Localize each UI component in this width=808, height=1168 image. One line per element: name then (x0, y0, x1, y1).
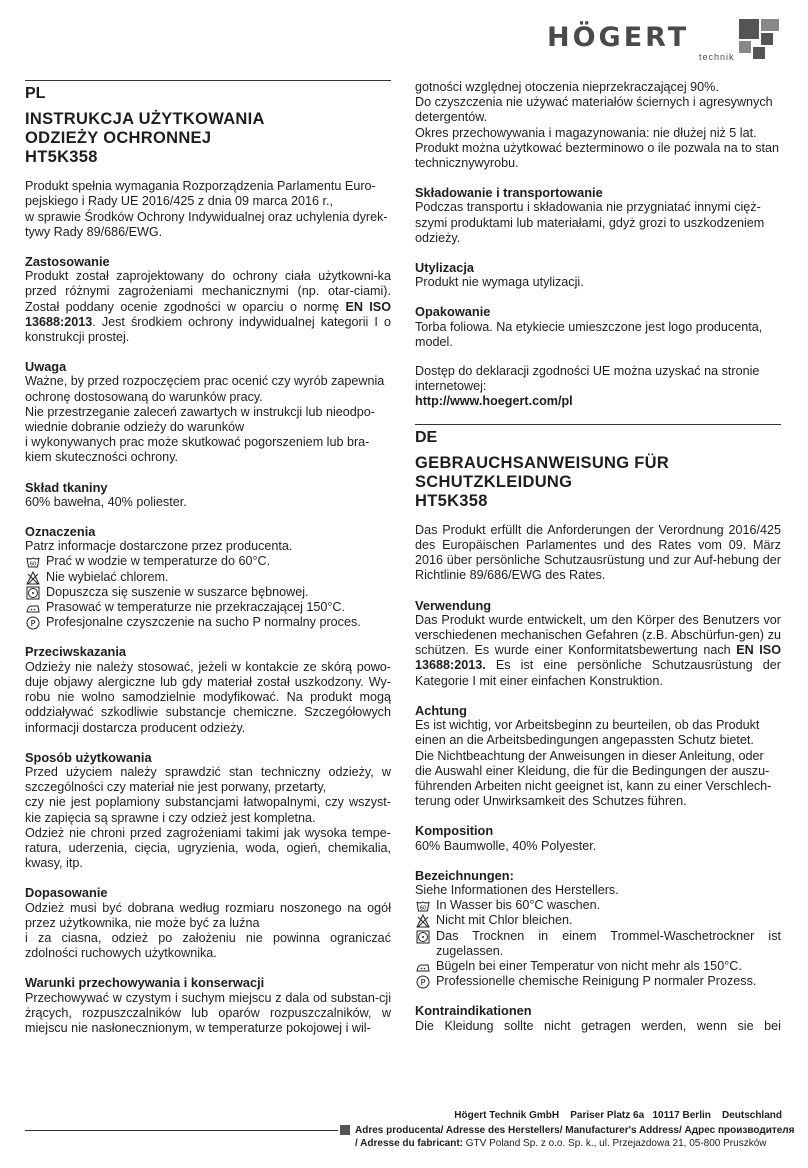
section-heading: Kontraindikationen (415, 1003, 532, 1019)
logo-subtitle: technik (699, 52, 735, 62)
de-intro: Das Produkt erfüllt die Anforderungen der Verordnung 2016/425 des Europäischen Parlamentes und des Rates vom 09. März 2016 über persönliche Schutzausrüstung und zur Auf-hebung der Richtlinie 89/686/EWG des Rates. (415, 522, 781, 583)
de-document-title: GEBRAUCHSANWEISUNG FÜR SCHUTZKLEIDUNG HT5K358 (415, 453, 670, 510)
pl-section-sposob: Sposób użytkowania Przed użyciem należy sprawdzić stan techniczny odzieży, w szczególności czy materiał nie jest porwany, przetarty, czy nie jest poplamiony substancjami łatwopalnymi, czy wszyst-kie zapięcia są sprawne i czy odzież jest kompletna. Odzież nie chroni przed zagrożeniami takimi jak wysoka tempe-ratura, uderzenia, cięcia, ugryzienia, woda, ogień, chemikalia, kwasy, itp. (25, 749, 391, 871)
standard-reference: EN ISO 13688:2013. (415, 643, 782, 673)
pl-document-title: INSTRUKCJA UŻYTKOWANIA ODZIEŻY OCHRONNEJ HT5K358 (25, 110, 265, 167)
section-heading: Składowanie i transportowanie (415, 185, 603, 201)
section-heading: Bezeichnungen: (415, 867, 514, 883)
pl-section-skladowanie: Składowanie i transportowanie Podczas transportu i składowania nie przygniatać innymi cięż-szymi produktami lub materiałami, gdyż grozi to uszkodzeniem odzieży. (415, 185, 781, 246)
section-heading: Dopasowanie (25, 885, 108, 901)
svg-text:60: 60 (419, 905, 427, 912)
de-section-bezeichnungen: Bezeichnungen: Siehe Informationen des Herstellers. 60 In Wasser bis 60°C waschen. Nicht mit Chlor bleichen. Das Trocknen in einem Trommel-Waschetrockner ist zugelassen. Bügeln bei einer Temperatur von nicht mehr als 150°C. P Professionelle chemische Reinigung P normaler Prozess. (415, 867, 781, 989)
section-heading: Verwendung (415, 597, 492, 613)
dry-clean-p-icon (416, 975, 430, 989)
iron-icon (416, 960, 430, 974)
care-item: Das Trocknen in einem Trommel-Waschetrockner ist zugelassen. (415, 929, 781, 959)
section-heading: Komposition (415, 823, 494, 839)
care-item: 60 Prać w wodzie w temperaturze do 60°C. (25, 554, 391, 569)
hogert-logo (547, 16, 782, 62)
section-heading: Zastosowanie (25, 254, 110, 270)
logo-mark-icon (736, 16, 782, 62)
pl-declaration-access: Dostęp do deklaracji zgodności UE można uzyskać na stronie internetowej: http://www.hoegert.com/pl (415, 364, 781, 410)
tumble-dry-icon (416, 930, 430, 944)
section-heading: Oznaczenia (25, 524, 96, 540)
care-item: Dopuszcza się suszenie w suszarce bębnowej. (25, 585, 391, 600)
standard-reference: EN ISO 13688:2013 (25, 299, 392, 329)
de-section-achtung: Achtung Es ist wichtig, vor Arbeitsbeginn zu beurteilen, ob das Produkt einen an die Arbeitsbedingungen angepassten Schutz bietet. Die Nichtbeachtung der Anweisungen in dieser Anleitung, oder die Auswahl einer Kleidung, die für die Bedingungen der auszu-führenden Arbeiten nicht geeignet ist, kann zu einer Verschlech-terung oder Unwirksamkeit des Schutzes führen. (415, 703, 781, 809)
footer-square-icon (340, 1125, 350, 1135)
logo-brand: HÖGERT (547, 22, 690, 53)
manufacturer-address-label: Adres producenta/ Adresse des Herstellers/ Manufacturer's Address/ Адрес производителя (355, 1125, 795, 1136)
footer (0, 1108, 808, 1168)
pl-section-przeciwskazania: Przeciwskazania Odzieży nie należy stosować, jeżeli w kontakcie ze skórą powo-duje objawy alergiczne lub gdy materiał został uszkodzony. Wy-robu nie wolno samodzielnie modyfikować. Na produkt mogą oddziaływać szkodliwie substancje chemiczne. Szczegółowych informacji dostarcza producent odzieży. (25, 644, 391, 735)
footer-rule (25, 1130, 338, 1131)
care-item: Nicht mit Chlor bleichen. (415, 913, 781, 928)
section-heading: Achtung (415, 702, 467, 718)
language-code-de: DE (415, 428, 438, 446)
care-item: 60 In Wasser bis 60°C waschen. (415, 898, 781, 913)
svg-text:P: P (30, 619, 36, 629)
pl-section-sklad: Skład tkaniny 60% bawełna, 40% poliester. (25, 480, 391, 510)
section-heading: Opakowanie (415, 304, 491, 320)
pl-section-zastosowanie: Zastosowanie Produkt został zaprojektowany do ochrony ciała użytkowni-ka przed różnymi zagrożeniami mechanicznymi (np. otar-ciami). Został poddany ocenie zgodności w oparciu o normę EN ISO 13688:2013. Jest środkiem ochrony indywidualnej kategorii I o konstrukcji prostej. (25, 254, 392, 345)
de-section-kontraindikationen: Kontraindikationen Die Kleidung sollte nicht getragen werden, wenn sie bei (415, 1003, 781, 1033)
pl-column (25, 80, 391, 1050)
pl-section-uwaga: Uwaga Ważne, by przed rozpoczęciem prac ocenić czy wyrób zapewnia ochronę dostosowaną do warunków pracy. Nie przestrzeganie zaleceń zawartych w instrukcji lub nieodpo- wiednie dobranie odzieży do warunków i wykonywanych prac może skutkować pogorszeniem lub bra- kiem skuteczności ochrony. (25, 359, 391, 465)
tumble-dry-icon (26, 586, 40, 600)
section-rule (415, 424, 781, 425)
section-heading: Warunki przechowywania i konserwacji (25, 975, 265, 991)
svg-text:P: P (420, 978, 426, 988)
pl-section-dopasowanie: Dopasowanie Odzież musi być dobrana według rozmiaru noszonego na ogół przez użytkownika, nie może być za luźna i za ciasna, odzież po założeniu nie powinna ograniczać zdolności ruchowych użytkownika. (25, 885, 391, 961)
manufacturer-address: / Adresse du fabricant: GTV Poland Sp. z o.o. Sp. k., ul. Przejazdowa 21, 05-800 Pruszków (355, 1138, 767, 1149)
de-section-verwendung: Verwendung Das Produkt wurde entwickelt, um den Körper des Benutzers vor verschiedenen mechanischen Gefahren (z.B. Abschürfun-gen) zu schützen. Es wurde einer Konformitatsbewertung nach EN ISO 13688:2013. Es ist eine persönliche Schutzausrüstung der Kategorie I mit einer einfachen Konstruktion. (415, 597, 782, 688)
company-address: Högert Technik GmbH Pariser Platz 6a 10117 Berlin Deutschland (454, 1110, 782, 1121)
section-heading: Przeciwskazania (25, 644, 127, 660)
no-bleach-icon (26, 571, 40, 585)
de-section-komposition: Komposition 60% Baumwolle, 40% Polyester. (415, 823, 781, 853)
section-heading: Sposób użytkowania (25, 749, 152, 765)
pl-storage-continued: gotności względnej otoczenia nieprzekraczającej 90%. Do czyszczenia nie używać materiałów ściernych i agresywnych detergentów. Okres przechowywania i magazynowania: nie dłużej niż 5 lat. Produkt można użytkować bezterminowo o ile pozwala na to stan technicznywyrobu. (415, 80, 780, 171)
section-heading: Skład tkaniny (25, 479, 108, 495)
wash-60-icon (416, 899, 430, 913)
section-heading: Utylizacja (415, 260, 475, 276)
pl-section-oznaczenia: Oznaczenia Patrz informacje dostarczone przez producenta. 60 Prać w wodzie w temperaturze do 60°C. Nie wybielać chlorem. Dopuszcza się suszenie w suszarce bębnowej. Prasować w temperaturze nie przekraczającej 150°C. P Profesjonalne czyszczenie na sucho P normalny proces. (25, 524, 391, 630)
no-bleach-icon (416, 914, 430, 928)
right-column (415, 80, 781, 1048)
dry-clean-p-icon (26, 616, 40, 630)
care-item: Bügeln bei einer Temperatur von nicht mehr als 150°C. (415, 959, 781, 974)
svg-text:60: 60 (29, 561, 37, 568)
care-item: P Profesjonalne czyszczenie na sucho P normalny proces. (25, 615, 391, 630)
language-code-pl: PL (25, 85, 46, 102)
iron-icon (26, 601, 40, 615)
care-item: Nie wybielać chlorem. (25, 570, 391, 585)
care-item: Prasować w temperaturze nie przekraczającej 150°C. (25, 600, 391, 615)
pl-section-warunki: Warunki przechowywania i konserwacji Przechowywać w czystym i suchym miejscu z dala od substan-cji żrących, rozpuszczalników lub oparów rozpuszczalników, w miejscu nie nasłonecznionym, w temperaturze pokojowej i wil- (25, 975, 391, 1035)
section-rule (25, 80, 391, 81)
wash-60-icon (26, 555, 40, 569)
pl-intro: Produkt spełnia wymagania Rozporządzenia Parlamentu Euro- pejskiego i Rady UE 2016/425 z dnia 09 marca 2016 r., w sprawie Środków Ochrony Indywidualnej oraz uchylenia dyrek- tywy Rady 89/686/EWG. (25, 179, 388, 239)
section-heading: Uwaga (25, 359, 67, 375)
care-item: P Professionelle chemische Reinigung P normaler Prozess. (415, 974, 781, 989)
declaration-url-link[interactable]: http://www.hoegert.com/pl (415, 394, 573, 409)
pl-section-utylizacja: Utylizacja Produkt nie wymaga utylizacji. (415, 260, 781, 290)
pl-section-opakowanie: Opakowanie Torba foliowa. Na etykiecie umieszczone jest logo producenta, model. (415, 304, 781, 350)
